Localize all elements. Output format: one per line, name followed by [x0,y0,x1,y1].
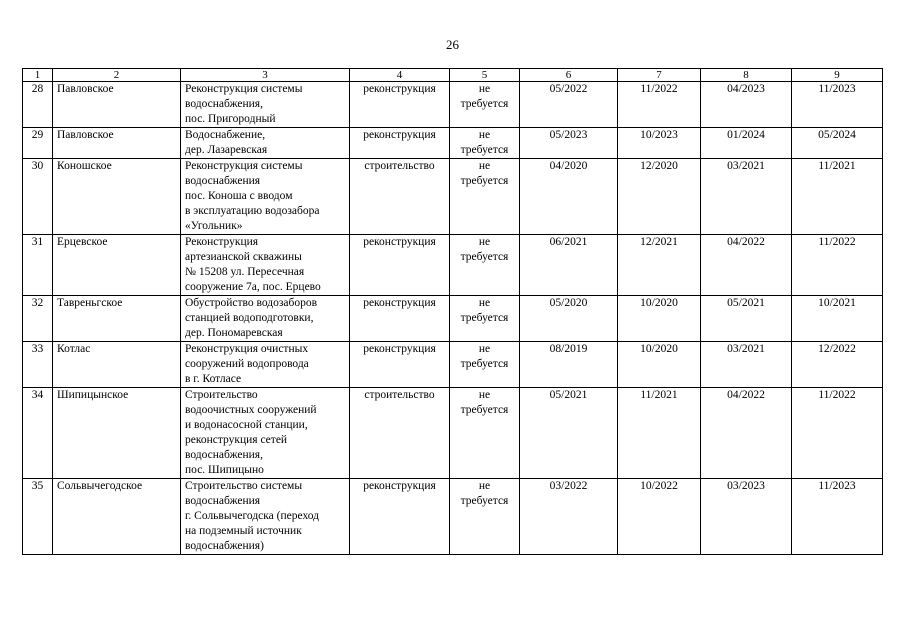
work-description: Реконструкция системы водоснабжения пос. Коноша с вводом в эксплуатацию водозабора «Угольник» [181,159,350,235]
row-number: 28 [23,82,53,128]
row-number: 30 [23,159,53,235]
work-type: строительство [350,159,450,235]
expertise: не требуется [450,342,520,388]
date-col-6: 05/2020 [520,296,618,342]
row-number: 34 [23,388,53,479]
date-col-8: 04/2022 [701,388,792,479]
table-row [23,296,883,342]
date-col-9: 05/2024 [792,128,883,159]
header-cell: 4 [350,69,450,82]
row-number: 32 [23,296,53,342]
row-number: 33 [23,342,53,388]
expertise: не требуется [450,296,520,342]
settlement-name: Шипицынское [53,388,181,479]
header-cell: 6 [520,69,618,82]
table-row [23,342,883,388]
expertise: не требуется [450,82,520,128]
date-col-8: 05/2021 [701,296,792,342]
table-row [23,388,883,479]
date-col-9: 11/2022 [792,235,883,296]
date-col-7: 10/2022 [618,479,701,555]
date-col-7: 10/2023 [618,128,701,159]
expertise: не требуется [450,128,520,159]
projects-table [22,68,883,555]
date-col-9: 11/2023 [792,82,883,128]
header-cell: 7 [618,69,701,82]
row-number: 29 [23,128,53,159]
date-col-9: 10/2021 [792,296,883,342]
work-description: Реконструкция очистных сооружений водопровода в г. Котласе [181,342,350,388]
date-col-8: 03/2021 [701,159,792,235]
date-col-6: 04/2020 [520,159,618,235]
table-row [23,235,883,296]
table-row [23,82,883,128]
header-cell: 2 [53,69,181,82]
settlement-name: Тавреньгское [53,296,181,342]
table-row [23,128,883,159]
settlement-name: Коношское [53,159,181,235]
work-type: строительство [350,388,450,479]
settlement-name: Котлас [53,342,181,388]
date-col-8: 04/2022 [701,235,792,296]
work-type: реконструкция [350,479,450,555]
expertise: не требуется [450,159,520,235]
work-type: реконструкция [350,128,450,159]
date-col-8: 03/2021 [701,342,792,388]
work-description: Водоснабжение, дер. Лазаревская [181,128,350,159]
settlement-name: Павловское [53,82,181,128]
expertise: не требуется [450,479,520,555]
date-col-9: 11/2023 [792,479,883,555]
date-col-8: 04/2023 [701,82,792,128]
header-cell: 3 [181,69,350,82]
date-col-6: 05/2022 [520,82,618,128]
settlement-name: Ерцевское [53,235,181,296]
date-col-6: 08/2019 [520,342,618,388]
work-type: реконструкция [350,235,450,296]
work-type: реконструкция [350,296,450,342]
work-description: Обустройство водозаборов станцией водоподготовки, дер. Пономаревская [181,296,350,342]
work-description: Реконструкция артезианской скважины № 15208 ул. Пересечная сооружение 7а, пос. Ерцево [181,235,350,296]
header-cell: 8 [701,69,792,82]
date-col-6: 05/2023 [520,128,618,159]
settlement-name: Сольвычегодское [53,479,181,555]
expertise: не требуется [450,388,520,479]
date-col-7: 10/2020 [618,296,701,342]
date-col-6: 06/2021 [520,235,618,296]
table-row [23,159,883,235]
header-cell: 9 [792,69,883,82]
work-type: реконструкция [350,342,450,388]
date-col-7: 10/2020 [618,342,701,388]
table-row [23,479,883,555]
date-col-9: 12/2022 [792,342,883,388]
settlement-name: Павловское [53,128,181,159]
date-col-8: 03/2023 [701,479,792,555]
date-col-7: 11/2021 [618,388,701,479]
work-type: реконструкция [350,82,450,128]
row-number: 31 [23,235,53,296]
work-description: Строительство водоочистных сооружений и водонасосной станции, реконструкция сетей водоснабжения, пос. Шипицыно [181,388,350,479]
date-col-9: 11/2021 [792,159,883,235]
date-col-6: 03/2022 [520,479,618,555]
date-col-6: 05/2021 [520,388,618,479]
header-cell: 5 [450,69,520,82]
header-row [23,69,883,82]
row-number: 35 [23,479,53,555]
work-description: Строительство системы водоснабжения г. Сольвычегодска (переход на подземный источник водоснабжения) [181,479,350,555]
date-col-7: 12/2020 [618,159,701,235]
header-cell: 1 [23,69,53,82]
work-description: Реконструкция системы водоснабжения, пос. Пригородный [181,82,350,128]
date-col-7: 12/2021 [618,235,701,296]
page-number: 26 [446,37,459,52]
date-col-7: 11/2022 [618,82,701,128]
date-col-9: 11/2022 [792,388,883,479]
expertise: не требуется [450,235,520,296]
date-col-8: 01/2024 [701,128,792,159]
